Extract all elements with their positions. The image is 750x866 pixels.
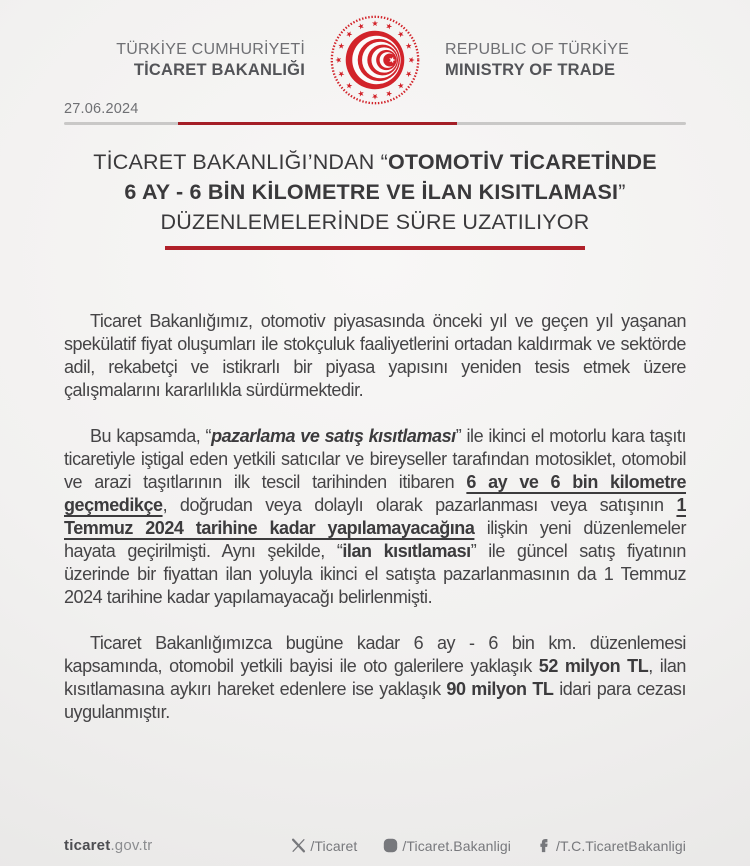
emblem-star-icon (398, 31, 404, 37)
text-segment: , ilan kısıtlamasına aykırı hareket edenlere ise yaklaşık (64, 656, 686, 699)
website-link[interactable] (64, 837, 152, 854)
press-body (64, 310, 686, 724)
ministry-emblem-icon (327, 12, 423, 108)
emblem-star-icon (338, 71, 344, 77)
header-left-line2: TİCARET BAKANLIĞI (133, 61, 305, 79)
emblem-star-icon (335, 57, 341, 63)
emblem-star-icon (386, 23, 392, 29)
text-segment: OTOMOTİV TİCARETİNDE (387, 150, 657, 174)
website-bold-part: ticaret (64, 837, 111, 854)
header-left-line1: TÜRKİYE CUMHURİYETİ (116, 41, 305, 58)
emblem-star-icon (409, 57, 415, 63)
text-segment: Bu kapsamda, “ (90, 426, 212, 446)
text-segment: , doğrudan veya dolaylı olarak pazarlanması veya satışının (162, 495, 677, 515)
text-segment: ilişkin yeni düzenlemeler hayata geçirilmişti. Aynı şekilde, “ (64, 518, 686, 561)
press-title-line-1 (40, 147, 710, 177)
footer (64, 837, 686, 854)
text-segment: 1 Temmuz 2024 tarihine kadar yapılamayacağına (64, 495, 686, 538)
emblem-star-icon (358, 91, 364, 97)
dateline (64, 101, 686, 125)
facebook-icon (537, 838, 552, 853)
social-handle: /Ticaret (310, 837, 358, 854)
emblem-star-icon (372, 20, 378, 26)
press-title-line-2 (40, 177, 710, 207)
text-segment: ilan kısıtlaması (342, 541, 471, 561)
date-label: 27.06.2024 (64, 101, 139, 117)
emblem-star-icon (406, 43, 412, 49)
social-link-instagram[interactable] (383, 838, 511, 854)
text-segment: ” (618, 180, 626, 204)
emblem-star-icon (338, 43, 344, 49)
emblem-star-icon (372, 94, 378, 100)
text-segment: Ticaret Bakanlığımızca bugüne kadar 6 ay - 6 bin km. düzenlemesi kapsamında, otomobil yetkili bayisi ile oto galerilere yaklaşık (64, 633, 686, 676)
emblem-star-icon (406, 71, 412, 77)
emblem-star-icon (398, 83, 404, 89)
title-underline-rule (165, 246, 585, 250)
text-segment: Ticaret Bakanlığımız, otomotiv piyasasında önceki yıl ve geçen yıl yaşanan spekülatif fiyat oluşumları ile stokçuluk faaliyetlerini ortadan kaldırmak ve sektörde adil, rekabetçi ve istikrarlı bir piyasa yapısını yeniden tesis etmek üzere çalışmalarını kararlılıkla sürdürmektedir. (64, 311, 686, 400)
paragraph-2 (64, 425, 686, 609)
x-icon (291, 838, 306, 853)
emblem-star-icon (346, 83, 352, 89)
emblem-star-icon (386, 91, 392, 97)
header-right-line2: MINISTRY OF TRADE (445, 61, 616, 79)
social-link-x[interactable] (291, 838, 357, 854)
header (0, 0, 750, 108)
emblem-star-icon (358, 23, 364, 29)
text-segment: DÜZENLEMELERİNDE SÜRE UZATILIYOR (160, 210, 590, 234)
text-segment: idari para cezası uygulanmıştır. (64, 679, 687, 722)
text-segment: ” ile ikinci el motorlu kara taşıtı ticaretiyle iştigal eden yetkili satıcılar ve bireyseller tarafından motosiklet, otomobil ve arazi taşıtlarının ilk tescil tarihinden itibaren (64, 426, 686, 492)
website-rest-part: .gov.tr (110, 837, 153, 854)
paragraph-3 (64, 632, 686, 724)
social-handle: /Ticaret.Bakanligi (402, 837, 512, 854)
header-right-block (445, 40, 697, 80)
ministry-of-trade-logo (327, 12, 423, 108)
text-segment: TİCARET BAKANLIĞI’NDAN “ (93, 150, 388, 174)
social-link-facebook[interactable] (537, 838, 686, 854)
social-links (291, 838, 686, 854)
header-right-line1: REPUBLIC OF TÜRKİYE (445, 41, 629, 58)
header-left-block (53, 40, 305, 80)
emblem-star-icon (346, 31, 352, 37)
social-handle: /T.C.TicaretBakanligi (556, 837, 686, 854)
press-title (40, 147, 710, 237)
text-segment: ” ile güncel satış fiyatının üzerinde bir fiyattan ilan yoluyla ikinci el satışta pazarlanmasının da 1 Temmuz 2024 tarihine kadar yapılamayacağı belirlenmişti. (64, 541, 686, 607)
text-segment: pazarlama ve satış kısıtlaması (211, 426, 456, 446)
paragraph-1 (64, 310, 686, 402)
text-segment: 52 milyon TL (538, 656, 649, 676)
text-segment: 6 ay ve 6 bin kilometre geçmedikçe (64, 472, 687, 515)
text-segment: 90 milyon TL (446, 679, 554, 699)
instagram-icon (383, 838, 398, 853)
text-segment: 6 AY - 6 BİN KİLOMETRE VE İLAN KISITLAMASI (124, 180, 619, 204)
press-title-line-3 (40, 207, 710, 237)
header-divider-rule (64, 122, 686, 125)
